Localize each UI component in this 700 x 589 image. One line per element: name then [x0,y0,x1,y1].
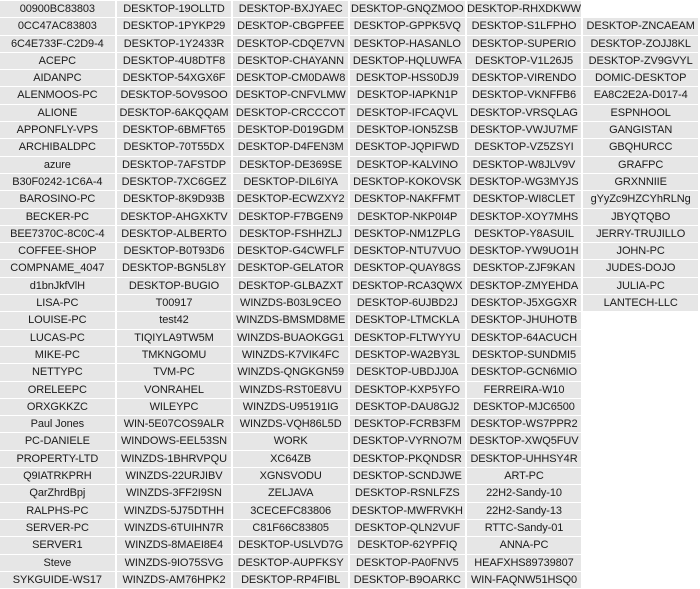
hostname-cell: WINZDS-RST0E8VU [233,382,350,399]
hostname-cell [583,1,700,18]
hostname-cell: B30F0242-1C6A-4 [0,174,117,191]
hostname-cell: DESKTOP-8K9D93B [117,191,234,208]
hostname-cell: d1bnJkfVlH [0,278,117,295]
hostname-cell: DESKTOP-CM0DAW8 [233,70,350,87]
hostname-cell: MIKE-PC [0,347,117,364]
hostname-cell [583,399,700,416]
hostname-cell: TIQIYLA9TW5M [117,330,234,347]
hostname-cell: DESKTOP-FSHHZLJ [233,226,350,243]
hostname-cell: DESKTOP-W8JLV9V [467,157,584,174]
hostname-cell: 6C4E733F-C2D9-4 [0,36,117,53]
hostname-cell: GBQHURCC [583,139,700,156]
hostname-cell: JBYQTQBO [583,209,700,226]
hostname-cell: DESKTOP-NKP0I4P [350,209,467,226]
hostname-cell: JERRY-TRUJILLO [583,226,700,243]
hostname-cell: WINZDS-5J75DTHH [117,503,234,520]
hostname-cell: LANTECH-LLC [583,295,700,312]
hostname-cell: DESKTOP-KXP5YFO [350,382,467,399]
hostname-cell: SERVER-PC [0,520,117,537]
hostname-cell: ORELEEPC [0,382,117,399]
hostname-cell: DESKTOP-DE369SE [233,157,350,174]
hostname-cell: DESKTOP-1Y2433R [117,36,234,53]
hostname-cell: NETTYPC [0,364,117,381]
hostname-cell: ARCHIBALDPC [0,139,117,156]
hostname-cell: ANNA-PC [467,537,584,554]
hostname-cell: DESKTOP-PA0FNV5 [350,555,467,572]
hostname-cell [583,433,700,450]
hostname-cell: DESKTOP-RHXDKWW [467,1,584,18]
hostname-cell: DESKTOP-NM1ZPLG [350,226,467,243]
hostname-cell: Paul Jones [0,416,117,433]
hostname-cell: LOUISE-PC [0,312,117,329]
hostname-cell: DESKTOP-GELATOR [233,260,350,277]
hostname-cell: DESKTOP-ZV9GVYL [583,53,700,70]
hostname-cell: WINZDS-AM76HPK2 [117,572,234,589]
hostname-cell: DESKTOP-MWFRVKH [350,503,467,520]
hostname-cell: WINZDS-BMSMD8ME [233,312,350,329]
hostname-cell: DESKTOP-YW9UO1H [467,243,584,260]
hostname-cell: DESKTOP-VZ5ZSYI [467,139,584,156]
hostname-cell: DESKTOP-G4CWFLF [233,243,350,260]
hostname-cell: DESKTOP-S1LFPHO [467,18,584,35]
hostname-cell: DESKTOP-NAKFFMT [350,191,467,208]
hostname-cell: DESKTOP-CRCCCOT [233,105,350,122]
hostname-cell: WINZDS-U95191IG [233,399,350,416]
hostname-cell: DESKTOP-JQPIFWD [350,139,467,156]
hostname-cell: DESKTOP-JHUHOTB [467,312,584,329]
hostname-cell: DESKTOP-SUPERIO [467,36,584,53]
hostname-cell: 3CECEFC83806 [233,503,350,520]
hostname-cell: 00900BC83803 [0,1,117,18]
hostname-cell [583,503,700,520]
hostname-cell: WINZDS-B03L9CEO [233,295,350,312]
hostname-cell: WIN-FAQNW51HSQ0 [467,572,584,589]
hostname-cell: WINZDS-3FF2I9SN [117,485,234,502]
hostname-cell: DESKTOP-ION5ZSB [350,122,467,139]
hostname-cell: ESPNHOOL [583,105,700,122]
hostname-cell: Steve [0,555,117,572]
hostname-cell: DESKTOP-CBGPFEE [233,18,350,35]
hostname-cell: AIDANPC [0,70,117,87]
hostname-cell: ALENMOOS-PC [0,87,117,104]
hostname-cell: JOHN-PC [583,243,700,260]
hostname-cell: WINDOWS-EEL53SN [117,433,234,450]
hostname-cell: DESKTOP-CNFVLMW [233,87,350,104]
hostname-cell: DESKTOP-RP4FIBL [233,572,350,589]
hostname-cell: DESKTOP-PKQNDSR [350,451,467,468]
hostname-cell: DESKTOP-VKNFFB6 [467,87,584,104]
hostname-cell: DESKTOP-ZOJJ8KL [583,36,700,53]
hostname-cell: WORK [233,433,350,450]
hostname-cell: DESKTOP-54XGX6F [117,70,234,87]
hostname-cell: DESKTOP-B0T93D6 [117,243,234,260]
hostname-cell: DESKTOP-GNQZMOO [350,1,467,18]
hostname-cell: 22H2-Sandy-10 [467,485,584,502]
hostname-cell: DESKTOP-XOY7MHS [467,209,584,226]
hostname-cell: DESKTOP-ZMYEHDA [467,278,584,295]
hostname-cell: BAROSINO-PC [0,191,117,208]
hostname-cell: WILEYPC [117,399,234,416]
hostname-cell [583,451,700,468]
hostname-cell: DESKTOP-WI8CLET [467,191,584,208]
hostname-cell [583,572,700,589]
hostname-cell: DESKTOP-ZJF9KAN [467,260,584,277]
hostname-cell: DESKTOP-BUGIO [117,278,234,295]
hostname-cell: ACEPC [0,53,117,70]
hostname-cell: DESKTOP-FLTWYYU [350,330,467,347]
hostname-cell: DESKTOP-F7BGEN9 [233,209,350,226]
hostname-cell: BEE7370C-8C0C-4 [0,226,117,243]
hostname-cell: DESKTOP-MJC6500 [467,399,584,416]
hostname-cell: WINZDS-22URJIBV [117,468,234,485]
hostname-cell: SERVER1 [0,537,117,554]
hostname-cell: COMPNAME_4047 [0,260,117,277]
hostname-cell: DESKTOP-AUPFKSY [233,555,350,572]
hostname-cell [583,555,700,572]
hostname-cell: ART-PC [467,468,584,485]
hostname-cell: DESKTOP-HQLUWFA [350,53,467,70]
hostname-cell: GRAFPC [583,157,700,174]
hostname-cell [583,485,700,502]
hostname-cell: DESKTOP-7XC6GEZ [117,174,234,191]
hostname-cell: 0CC47AC83803 [0,18,117,35]
hostname-cell: DESKTOP-6AKQQAM [117,105,234,122]
hostname-cell: WINZDS-9IO75SVG [117,555,234,572]
hostname-cell: XGNSVODU [233,468,350,485]
hostname-cell: DESKTOP-CHAYANN [233,53,350,70]
hostname-cell: DESKTOP-B9OARKC [350,572,467,589]
hostname-cell: DESKTOP-62YPFIQ [350,537,467,554]
hostname-cell: DOMIC-DESKTOP [583,70,700,87]
hostname-cell: RALPHS-PC [0,503,117,520]
hostname-cell: DESKTOP-WG3MYJS [467,174,584,191]
hostname-cell: WINZDS-QNGKGN59 [233,364,350,381]
hostname-cell: DESKTOP-GPPK5VQ [350,18,467,35]
hostname-cell: TVM-PC [117,364,234,381]
hostname-cell: GRXNNIIE [583,174,700,191]
hostname-cell: DESKTOP-Y8ASUIL [467,226,584,243]
hostname-cell [583,416,700,433]
hostname-cell: 22H2-Sandy-13 [467,503,584,520]
hostname-cell: DESKTOP-VIRENDO [467,70,584,87]
hostname-cell: PROPERTY-LTD [0,451,117,468]
hostname-cell: DESKTOP-V1L26J5 [467,53,584,70]
hostname-cell [583,537,700,554]
hostname-cell: GANGISTAN [583,122,700,139]
hostname-cell: DESKTOP-BGN5L8Y [117,260,234,277]
hostname-cell: DESKTOP-NTU7VUO [350,243,467,260]
hostname-cell: DESKTOP-RSNLFZS [350,485,467,502]
hostname-cell: LUCAS-PC [0,330,117,347]
hostname-cell: DESKTOP-BXJYAEC [233,1,350,18]
hostname-cell: DESKTOP-UBDJJ0A [350,364,467,381]
hostname-cell: SYKGUIDE-WS17 [0,572,117,589]
hostname-cell: FERREIRA-W10 [467,382,584,399]
hostname-cell [583,330,700,347]
hostname-cell: ZELJAVA [233,485,350,502]
hostname-cell: WINZDS-BUAOKGG1 [233,330,350,347]
hostname-cell: TMKNGOMU [117,347,234,364]
hostname-cell: DESKTOP-5OV9SOO [117,87,234,104]
hostname-cell: DESKTOP-QLN2VUF [350,520,467,537]
hostname-cell: DESKTOP-19OLLTD [117,1,234,18]
hostname-cell: DESKTOP-VWJU7MF [467,122,584,139]
hostname-cell: test42 [117,312,234,329]
hostname-cell: DESKTOP-IAPKN1P [350,87,467,104]
hostname-cell: gYyZc9HZCYhRLNg [583,191,700,208]
hostname-cell: WIN-5E07COS9ALR [117,416,234,433]
hostname-cell: EA8C2E2A-D017-4 [583,87,700,104]
hostname-cell: DESKTOP-VYRNO7M [350,433,467,450]
hostname-cell: PC-DANIELE [0,433,117,450]
hostname-cell: DESKTOP-QUAY8GS [350,260,467,277]
hostname-cell: COFFEE-SHOP [0,243,117,260]
hostname-cell: WINZDS-8MAEI8E4 [117,537,234,554]
hostname-cell: DESKTOP-CDQE7VN [233,36,350,53]
hostname-cell: DESKTOP-4U8DTF8 [117,53,234,70]
hostname-cell: DESKTOP-IFCAQVL [350,105,467,122]
hostname-cell: DESKTOP-ECWZXY2 [233,191,350,208]
hostname-cell: DESKTOP-USLVD7G [233,537,350,554]
hostname-cell: DESKTOP-ZNCAEAM [583,18,700,35]
hostname-cell: Q9IATRKPRH [0,468,117,485]
hostname-cell: ORXGKKZC [0,399,117,416]
hostname-cell: DESKTOP-UHHSY4R [467,451,584,468]
hostname-cell: WINZDS-VQH86L5D [233,416,350,433]
hostname-cell [583,468,700,485]
hostname-cell: DESKTOP-KOKOVSK [350,174,467,191]
hostname-cell [583,382,700,399]
hostname-cell: DESKTOP-DIL6IYA [233,174,350,191]
hostname-cell: BECKER-PC [0,209,117,226]
hostname-cell: azure [0,157,117,174]
hostname-cell: JULIA-PC [583,278,700,295]
hostname-cell: RTTC-Sandy-01 [467,520,584,537]
hostname-cell: DESKTOP-6UJBD2J [350,295,467,312]
hostname-cell: DESKTOP-D019GDM [233,122,350,139]
hostname-cell: DESKTOP-ALBERTO [117,226,234,243]
hostname-cell: DESKTOP-1PYKP29 [117,18,234,35]
hostname-cell: DESKTOP-RCA3QWX [350,278,467,295]
hostname-cell: APPONFLY-VPS [0,122,117,139]
hostname-cell: DESKTOP-WS7PPR2 [467,416,584,433]
hostname-cell: T00917 [117,295,234,312]
hostname-cell: DESKTOP-VRSQLAG [467,105,584,122]
hostname-cell [583,347,700,364]
hostname-cell: ALIONE [0,105,117,122]
hostname-cell: DESKTOP-GCN6MIO [467,364,584,381]
hostname-cell: DESKTOP-70T55DX [117,139,234,156]
hostname-cell: DESKTOP-XWQ5FUV [467,433,584,450]
hostname-cell: DESKTOP-D4FEN3M [233,139,350,156]
hostname-cell: DESKTOP-7AFSTDP [117,157,234,174]
hostname-cell: DESKTOP-AHGXKTV [117,209,234,226]
hostname-cell: VONRAHEL [117,382,234,399]
hostname-cell: DESKTOP-GLBAZXT [233,278,350,295]
hostname-cell: DESKTOP-KALVINO [350,157,467,174]
hostname-cell: DESKTOP-DAU8GJ2 [350,399,467,416]
hostname-cell: DESKTOP-WA2BY3L [350,347,467,364]
hostname-cell: DESKTOP-SCNDJWE [350,468,467,485]
hostname-cell: WINZDS-K7VIK4FC [233,347,350,364]
hostname-cell: DESKTOP-LTMCKLA [350,312,467,329]
hostname-cell: DESKTOP-HASANLO [350,36,467,53]
hostname-cell: WINZDS-1BHRVPQU [117,451,234,468]
hostname-cell: HEAFXHS89739807 [467,555,584,572]
hostname-cell: C81F66C83805 [233,520,350,537]
hostname-cell: DESKTOP-HSS0DJ9 [350,70,467,87]
hostname-cell: LISA-PC [0,295,117,312]
hostname-cell: DESKTOP-FCRB3FM [350,416,467,433]
hostname-cell: QarZhrdBpj [0,485,117,502]
hostname-cell: DESKTOP-64ACUCH [467,330,584,347]
hostname-cell: DESKTOP-J5XGGXR [467,295,584,312]
hostname-cell: JUDES-DOJO [583,260,700,277]
hostname-cell: DESKTOP-SUNDMI5 [467,347,584,364]
hostname-cell: DESKTOP-6BMFT65 [117,122,234,139]
hostname-cell: WINZDS-6TUIHN7R [117,520,234,537]
hostname-cell [583,312,700,329]
hostname-cell [583,364,700,381]
hostname-cell: XC64ZB [233,451,350,468]
